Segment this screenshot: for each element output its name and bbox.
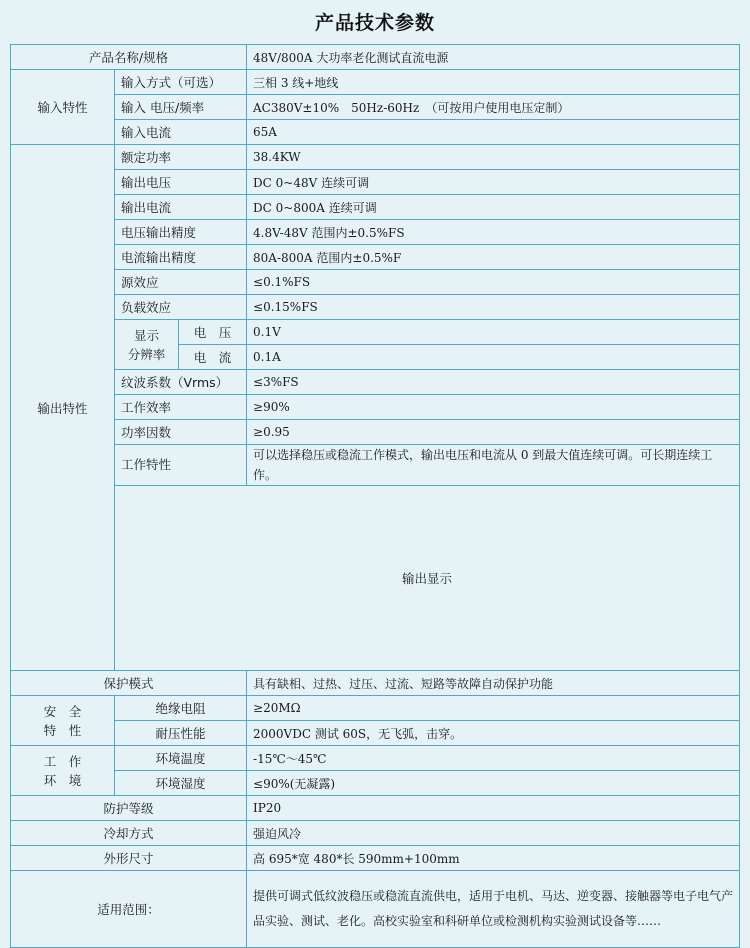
environment-label-line-1: 工 作 [43,753,82,769]
safety-label-line-1: 安 全 [43,703,82,719]
spec-table [10,44,740,948]
table-row [11,270,740,295]
table-row [11,821,740,846]
resolution-current-label: 电 流 [179,345,247,370]
protection-label: 保护模式 [11,671,247,696]
output-voltage-label: 输出电压 [115,170,247,195]
withstand-value: 2000VDC 测试 60S，无飞弧，击穿。 [247,721,740,746]
voltage-accuracy-value: 4.8V-48V 范围内±0.5%FS [247,220,740,245]
temperature-value: -15℃～45℃ [247,746,740,771]
output-group-label: 输出特性 [11,145,115,671]
scope-value: 提供可调式低纹波稳压或稳流直流供电，适用于电机、马达、逆变器、接触器等电子电气产品实验、测试、老化。高校实验室和科研单位或检测机构实验测试设备等…… [247,871,740,948]
table-row [11,796,740,821]
display-resolution-label [115,320,179,370]
rated-power-label: 额定功率 [115,145,247,170]
resolution-current-value: 0.1A [247,345,740,370]
cooling-value: 强迫风冷 [247,821,740,846]
output-voltage-value: DC 0~48V 连续可调 [247,170,740,195]
dimensions-label: 外形尺寸 [11,846,247,871]
output-display-label: 输出显示 [115,486,740,671]
resolution-voltage-label: 电 压 [179,320,247,345]
output-current-label: 输出电流 [115,195,247,220]
source-effect-label: 源效应 [115,270,247,295]
name-label: 产品名称/规格 [11,45,247,70]
table-row [11,370,740,395]
voltage-accuracy-label: 电压输出精度 [115,220,247,245]
table-row [11,395,740,420]
protection-level-value: IP20 [247,796,740,821]
safety-label-line-2: 特 性 [43,722,82,738]
power-factor-label: 功率因数 [115,420,247,445]
table-row [11,145,740,170]
table-row [11,420,740,445]
input-voltage-value: AC380V±10% 50Hz-60Hz （可按用户使用电压定制） [247,95,740,120]
name-value: 48V/800A 大功率老化测试直流电源 [247,45,740,70]
table-row [11,871,740,948]
ripple-label: 纹波系数（Vrms） [115,370,247,395]
withstand-label: 耐压性能 [115,721,247,746]
table-row [11,721,740,746]
table-row [11,486,740,671]
table-row [11,320,740,345]
protection-value: 具有缺相、过热、过压、过流、短路等故障自动保护功能 [247,671,740,696]
input-method-label: 输入方式（可选） [115,70,247,95]
source-effect-value: ≤0.1%FS [247,270,740,295]
rated-power-value: 38.4KW [247,145,740,170]
protection-level-label: 防护等级 [11,796,247,821]
environment-group-label [11,746,115,796]
table-row [11,95,740,120]
input-method-value: 三相 3 线+地线 [247,70,740,95]
input-current-value: 65A [247,120,740,145]
load-effect-label: 负载效应 [115,295,247,320]
resolution-label-line-1: 显示 [133,327,159,343]
work-feature-label: 工作特性 [115,445,247,486]
resolution-label-line-2: 分辨率 [127,346,166,362]
humidity-label: 环境湿度 [115,771,247,796]
insulation-label: 绝缘电阻 [115,696,247,721]
table-row [11,195,740,220]
efficiency-value: ≥90% [247,395,740,420]
input-current-label: 输入电流 [115,120,247,145]
page-title: 产品技术参数 [314,12,435,34]
current-accuracy-value: 80A-800A 范围内±0.5%F [247,245,740,270]
table-row [11,846,740,871]
input-voltage-label: 输入 电压/频率 [115,95,247,120]
table-row [11,696,740,721]
table-row [11,70,740,95]
humidity-value: ≤90%(无凝露) [247,771,740,796]
table-row [11,671,740,696]
table-row [11,220,740,245]
cooling-label: 冷却方式 [11,821,247,846]
load-effect-value: ≤0.15%FS [247,295,740,320]
table-row [11,245,740,270]
efficiency-label: 工作效率 [115,395,247,420]
scope-label: 适用范围： [11,871,247,948]
temperature-label: 环境温度 [115,746,247,771]
table-row [11,295,740,320]
environment-label-line-2: 环 境 [43,772,82,788]
table-row [11,45,740,70]
power-factor-value: ≥0.95 [247,420,740,445]
output-current-value: DC 0~800A 连续可调 [247,195,740,220]
table-row [11,445,740,486]
table-row [11,170,740,195]
current-accuracy-label: 电流输出精度 [115,245,247,270]
table-row [11,120,740,145]
safety-group-label [11,696,115,746]
table-row [11,746,740,771]
insulation-value: ≥20MΩ [247,696,740,721]
work-feature-value: 可以选择稳压或稳流工作模式，输出电压和电流从 0 到最大值连续可调。可长期连续工作。 [247,445,740,486]
input-group-label: 输入特性 [11,70,115,145]
resolution-voltage-value: 0.1V [247,320,740,345]
table-row [11,771,740,796]
dimensions-value: 高 695*宽 480*长 590mm+100mm [247,846,740,871]
ripple-value: ≤3%FS [247,370,740,395]
